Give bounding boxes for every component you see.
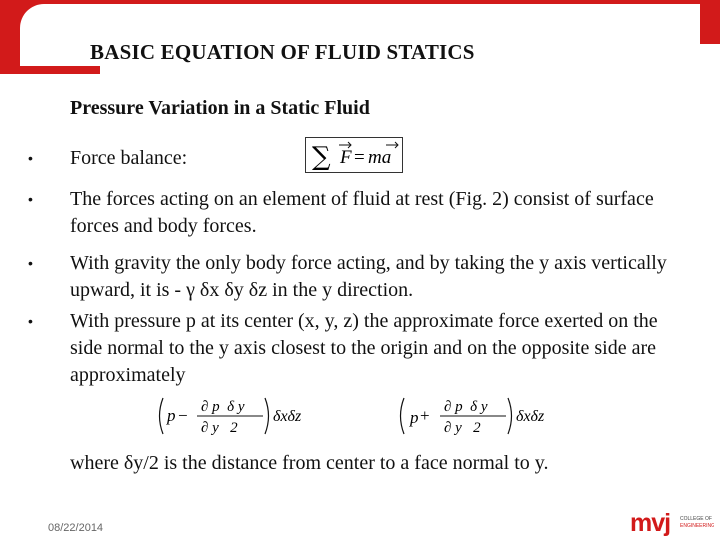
logo-wordmark: mvj	[630, 509, 671, 536]
bullet-dot: •	[28, 313, 33, 329]
pressure-symbol: p	[410, 408, 419, 427]
sigma-symbol: ∑	[312, 142, 331, 172]
bullet-gravity	[28, 250, 678, 304]
bullet-dot: •	[28, 150, 33, 166]
fraction-denominator: ∂ y 2	[201, 420, 238, 436]
closing-text: where δy/2 is the distance from center to a face normal to y.	[70, 452, 549, 474]
face-force-plus-equation	[396, 394, 576, 438]
bullet-text: Force balance:	[70, 147, 188, 169]
bullet-text: The forces acting on an element of fluid at rest (Fig. 2) consist of surface forces and body forces.	[70, 188, 654, 237]
bullet-dot: •	[28, 191, 33, 207]
logo-subtext-2: ENGINEERING	[680, 523, 714, 529]
slide-subtitle: Pressure Variation in a Static Fluid	[70, 97, 370, 119]
footer-date: 08/22/2014	[48, 522, 104, 534]
pressure-symbol: p	[167, 406, 176, 425]
right-paren	[265, 398, 269, 434]
fraction-numerator: ∂ p δ y	[444, 399, 488, 415]
fraction-denominator: ∂ y 2	[444, 420, 481, 436]
face-force-minus-equation	[155, 394, 335, 438]
fraction-numerator: ∂ p δ y	[201, 399, 245, 415]
tagline: Engineered for Tomorrow	[537, 16, 674, 30]
bullet-pressure	[28, 308, 678, 389]
equals-sign: =	[354, 147, 365, 168]
logo-subtext-1: COLLEGE OF	[680, 516, 712, 522]
minus-sign: −	[178, 406, 188, 425]
bullet-forces	[28, 186, 678, 240]
area-term: δxδz	[273, 408, 302, 425]
plus-sign: +	[420, 406, 430, 425]
force-variable: F	[340, 147, 352, 168]
mass-acceleration: ma	[368, 147, 392, 168]
bullet-dot: •	[28, 255, 33, 271]
college-logo	[630, 508, 714, 536]
closing-statement	[28, 450, 678, 477]
bullet-text: With gravity the only body force acting, and by taking the y axis vertically upward, it is - γ δx δy δz in the y direction.	[70, 252, 667, 301]
right-paren	[508, 398, 512, 434]
left-paren	[160, 398, 164, 434]
left-paren	[401, 398, 405, 434]
area-term: δxδz	[516, 408, 545, 425]
bullet-text: With pressure p at its center (x, y, z) the approximate force exerted on the side normal to the y axis closest to the origin and on the opposite side are approximately	[70, 310, 658, 386]
slide-title: BASIC EQUATION OF FLUID STATICS	[90, 40, 475, 64]
force-balance-equation	[305, 137, 403, 173]
